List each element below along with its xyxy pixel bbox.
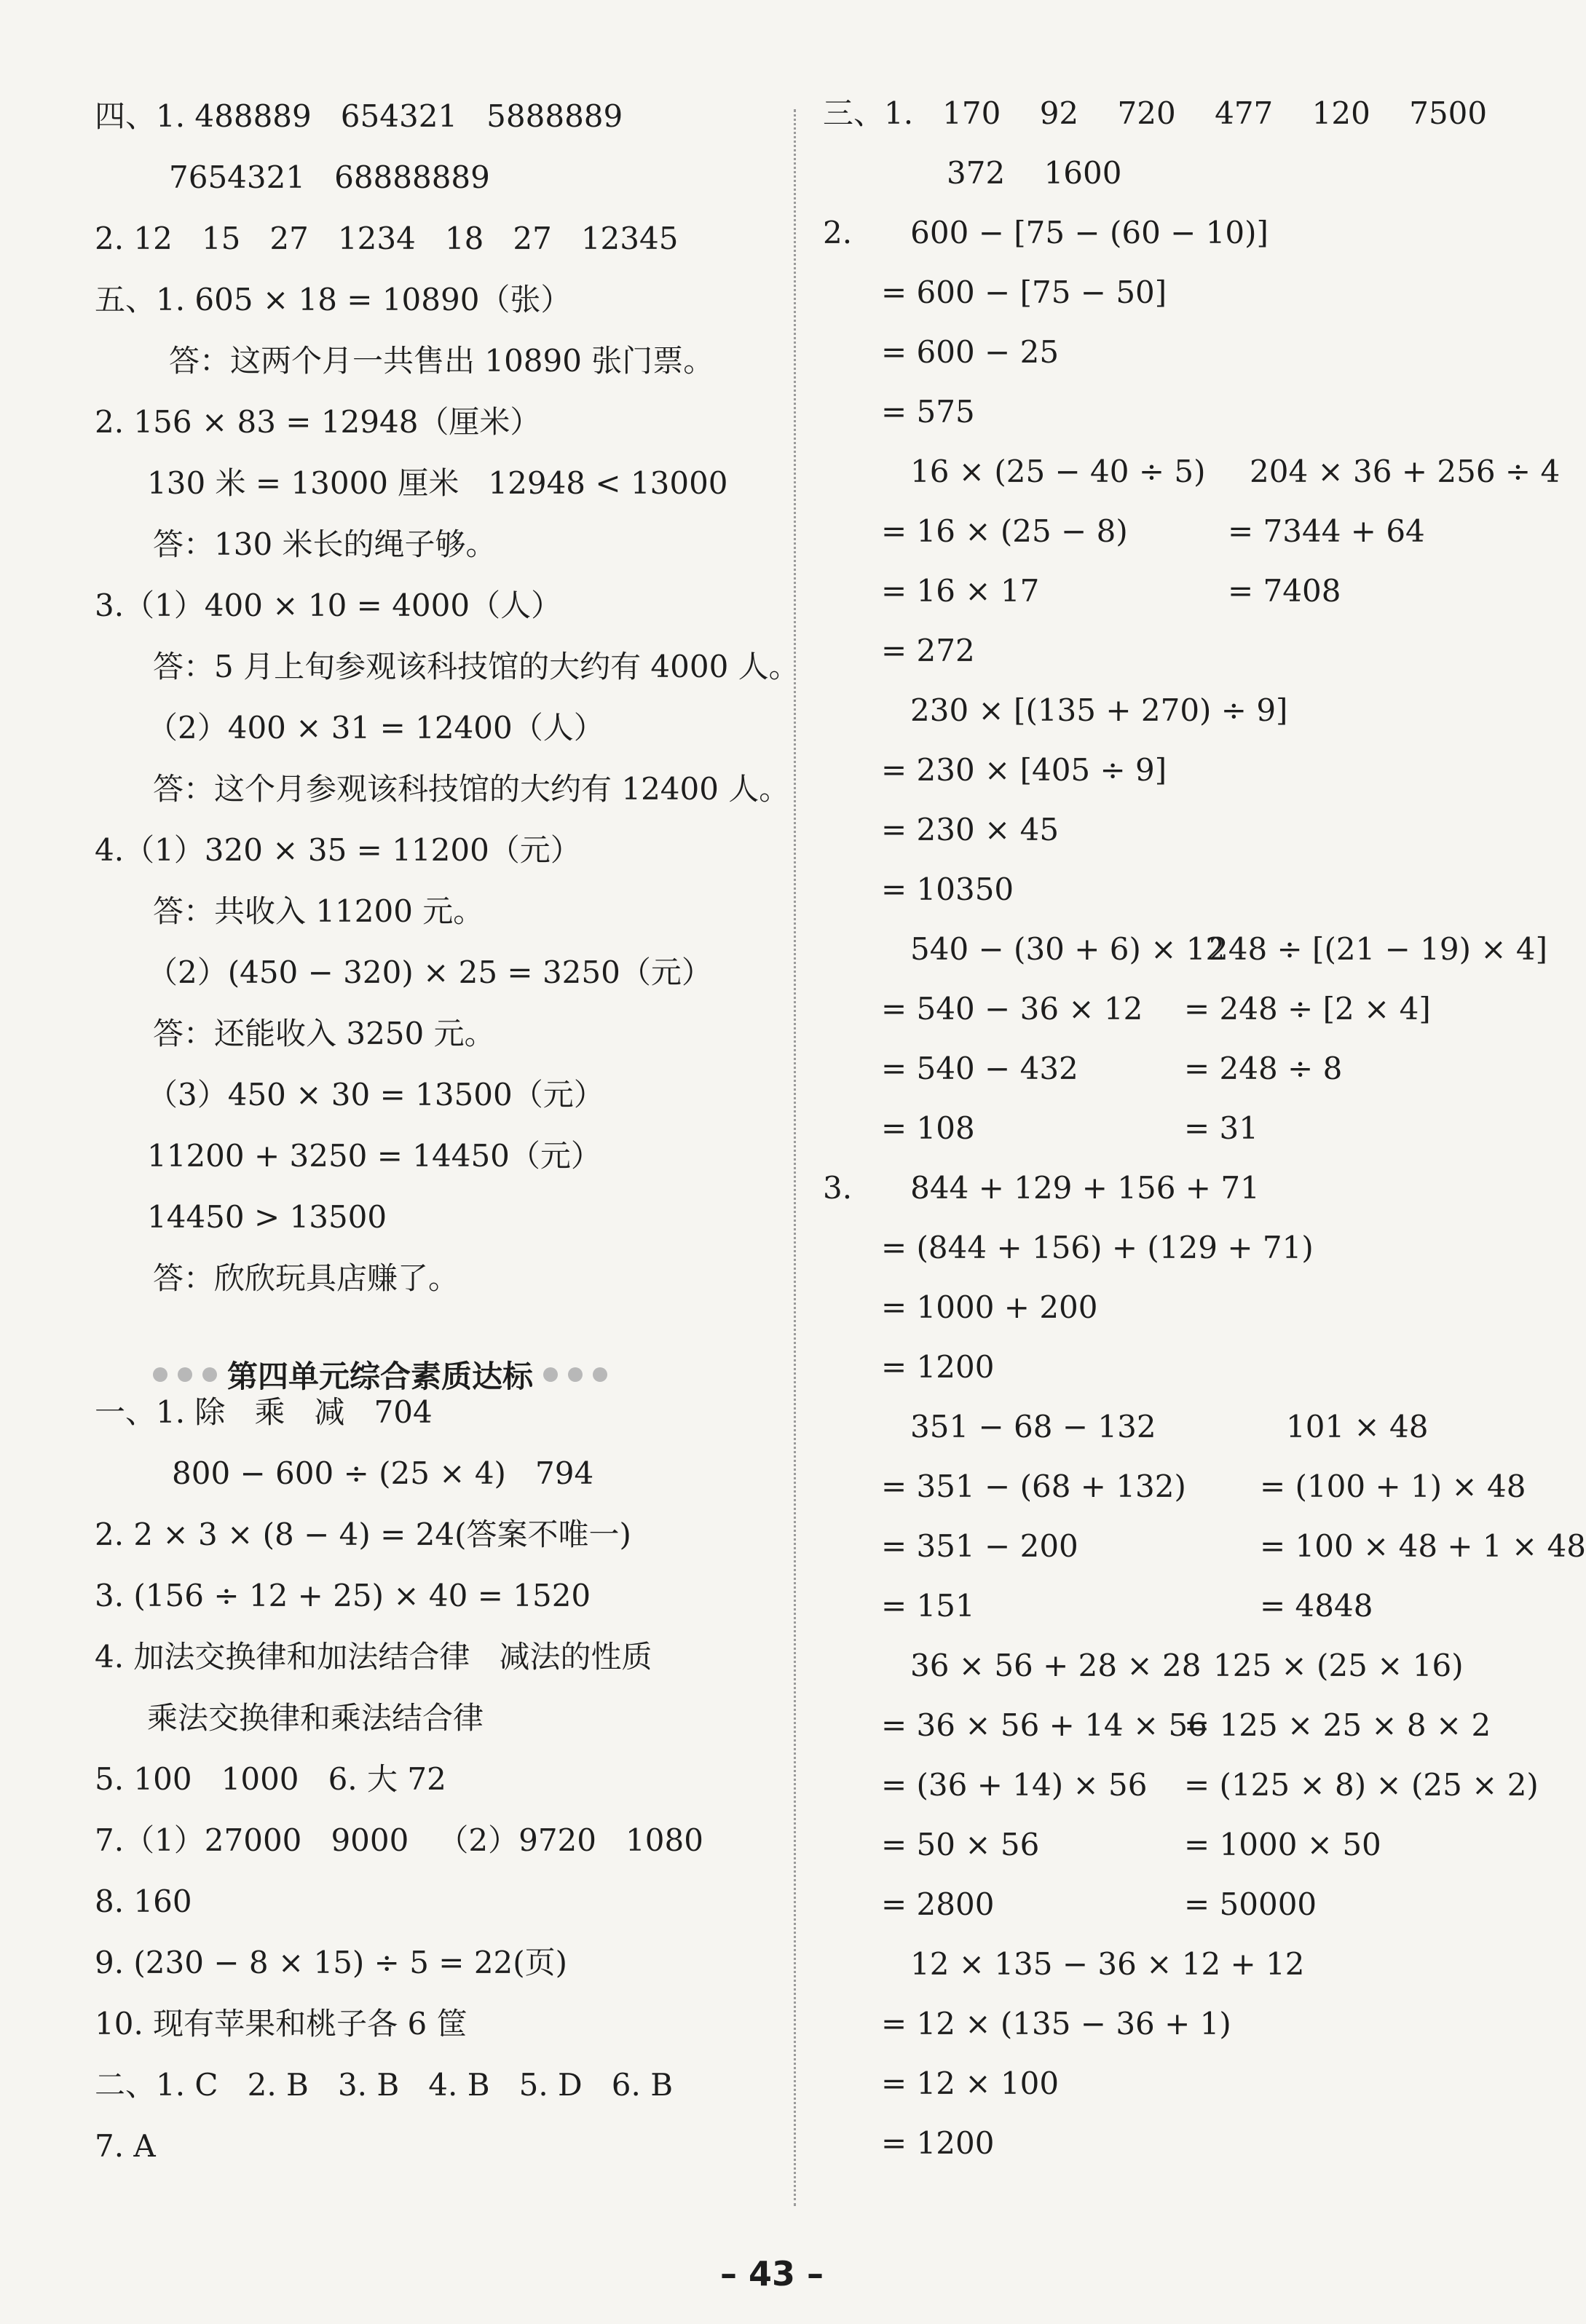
answer-line: = 100 × 48 + 1 × 48 [1260,1528,1586,1564]
answer-line: = 125 × 25 × 8 × 2 [1184,1707,1491,1743]
answer-line: = 16 × 17 [881,573,1040,609]
answer-line: = 248 ÷ [2 × 4] [1184,991,1431,1027]
answer-line: = (844 + 156) + (129 + 71) [881,1230,1314,1265]
answer-line: 一、1. 除 乘 减 704 [95,1394,433,1430]
answer-line: 3.（1）400 × 10 = 4000（人） [95,588,562,623]
dot-icon [568,1367,583,1382]
answer-line: = 230 × 45 [881,812,1060,847]
answer-line: 372 1600 [947,155,1122,191]
answer-line: 五、1. 605 × 18 = 10890（张） [95,282,572,317]
answer-line: = 1200 [881,2125,995,2161]
answer-line: = 108 [881,1110,975,1146]
heading-right-dots [543,1367,607,1382]
answer-line: 2. 2 × 3 × (8 − 4) = 24(答案不唯一) [95,1517,631,1552]
answer-line: 答：5 月上旬参观该科技馆的大约有 4000 人。 [153,649,800,684]
answer-line: = (100 + 1) × 48 [1260,1469,1526,1504]
answer-line: = 248 ÷ 8 [1184,1051,1343,1086]
answer-line: 三、1. 170 92 720 477 120 7500 [823,95,1488,131]
answer-line: 答：这两个月一共售出 10890 张门票。 [169,343,714,379]
answer-line: = 12 × (135 − 36 + 1) [881,2006,1231,2042]
answer-line: = 2800 [881,1886,995,1922]
answer-line: 乘法交换律和乘法结合律 [147,1700,484,1736]
answer-line: = 1000 × 50 [1184,1827,1381,1862]
answer-line: 2. 12 15 27 1234 18 27 12345 [95,221,679,256]
answer-line: = 31 [1184,1110,1258,1146]
answer-line: = 7408 [1228,573,1341,609]
answer-line: = 351 − 200 [881,1528,1078,1564]
answer-line: = 16 × (25 − 8) [881,513,1128,549]
answer-line: 540 − (30 + 6) × 12 [910,931,1226,967]
answer-line: 8. 160 [95,1884,192,1919]
answer-line: （2）(450 − 320) × 25 = 3250（元） [147,954,712,990]
answer-line: 2. 156 × 83 = 12948（厘米） [95,404,541,440]
heading-left-dots [153,1367,217,1382]
answer-line: = 10350 [881,872,1014,907]
answer-line: 10. 现有苹果和桃子各 6 筐 [95,2006,467,2042]
answer-line: 204 × 36 + 256 ÷ 4 [1250,454,1561,489]
answer-line: 351 − 68 − 132 [910,1409,1156,1444]
answer-line: 11200 + 3250 = 14450（元） [147,1138,601,1174]
answer-line: = 36 × 56 + 14 × 56 [881,1707,1207,1743]
answer-line: 答：还能收入 3250 元。 [153,1016,495,1051]
dot-icon [178,1367,192,1382]
answer-line: 答：共收入 11200 元。 [153,893,484,929]
answer-line: 101 × 48 [1286,1409,1429,1444]
dot-icon [202,1367,217,1382]
answer-line: 7. A [95,2128,156,2164]
answer-line: = 7344 + 64 [1228,513,1425,549]
answer-line: （2）400 × 31 = 12400（人） [147,710,604,746]
answer-line: 7654321 68888889 [169,159,490,195]
answer-line: 12 × 135 − 36 × 12 + 12 [910,1946,1305,1982]
answer-line: = 575 [881,394,975,430]
answer-line: 800 − 600 ÷ (25 × 4) 794 [172,1455,594,1491]
column-divider [794,109,796,2206]
answer-line: 125 × (25 × 16) [1213,1648,1464,1683]
page-number: – 43 – [719,2254,824,2293]
answer-line: = 1000 + 200 [881,1289,1098,1325]
answer-line: = 600 − [75 − 50] [881,274,1167,310]
answer-line: = 351 − (68 + 132) [881,1469,1186,1504]
section-heading [153,1353,607,1396]
answer-line: 4. 加法交换律和加法结合律 减法的性质 [95,1639,652,1675]
answer-line: 36 × 56 + 28 × 28 [910,1648,1202,1683]
answer-line: = 272 [881,633,975,668]
answer-line: （3）450 × 30 = 13500（元） [147,1077,604,1112]
answer-line: = 540 − 36 × 12 [881,991,1143,1027]
answer-line: = 50000 [1184,1886,1317,1922]
answer-line: 二、1. C 2. B 3. B 4. B 5. D 6. B [95,2067,674,2103]
answer-line: = 50 × 56 [881,1827,1040,1862]
answer-line: = 230 × [405 ÷ 9] [881,752,1167,788]
dot-icon [593,1367,607,1382]
answer-line: 16 × (25 − 40 ÷ 5) [910,454,1206,489]
answer-line: 14450 > 13500 [147,1199,387,1235]
answer-line: = 4848 [1260,1588,1373,1624]
answer-line: 答：这个月参观该科技馆的大约有 12400 人。 [153,771,790,807]
section-heading-text: 第四单元综合素质达标 [227,1359,534,1394]
answer-line: = (125 × 8) × (25 × 2) [1184,1767,1539,1803]
answer-line: = 600 − 25 [881,334,1060,370]
answer-line: 9. (230 − 8 × 15) ÷ 5 = 22(页) [95,1945,568,1980]
answer-line: = 151 [881,1588,975,1624]
answer-line: 248 ÷ [(21 − 19) × 4] [1209,931,1547,967]
answer-line: 230 × [(135 + 270) ÷ 9] [910,692,1288,728]
answer-line: 7.（1）27000 9000 （2）9720 1080 [95,1822,703,1858]
answer-line: 答：欣欣玩具店赚了。 [153,1260,459,1296]
answer-line: 四、1. 488889 654321 5888889 [95,98,623,134]
answer-line: = 1200 [881,1349,995,1385]
answer-line: = 540 − 432 [881,1051,1078,1086]
answer-line: 答：130 米长的绳子够。 [153,526,497,562]
answer-line: 130 米 = 13000 厘米 12948 < 13000 [147,465,728,501]
answer-line: 2. 600 − [75 − (60 − 10)] [823,215,1269,250]
answer-line: 4.（1）320 × 35 = 11200（元） [95,832,581,868]
answer-line: 5. 100 1000 6. 大 72 [95,1761,446,1797]
answer-line: = (36 + 14) × 56 [881,1767,1148,1803]
answer-line: 3. (156 ÷ 12 + 25) × 40 = 1520 [95,1578,591,1613]
answer-line: = 12 × 100 [881,2066,1060,2101]
dot-icon [543,1367,558,1382]
answer-line: 3. 844 + 129 + 156 + 71 [823,1170,1260,1206]
dot-icon [153,1367,167,1382]
